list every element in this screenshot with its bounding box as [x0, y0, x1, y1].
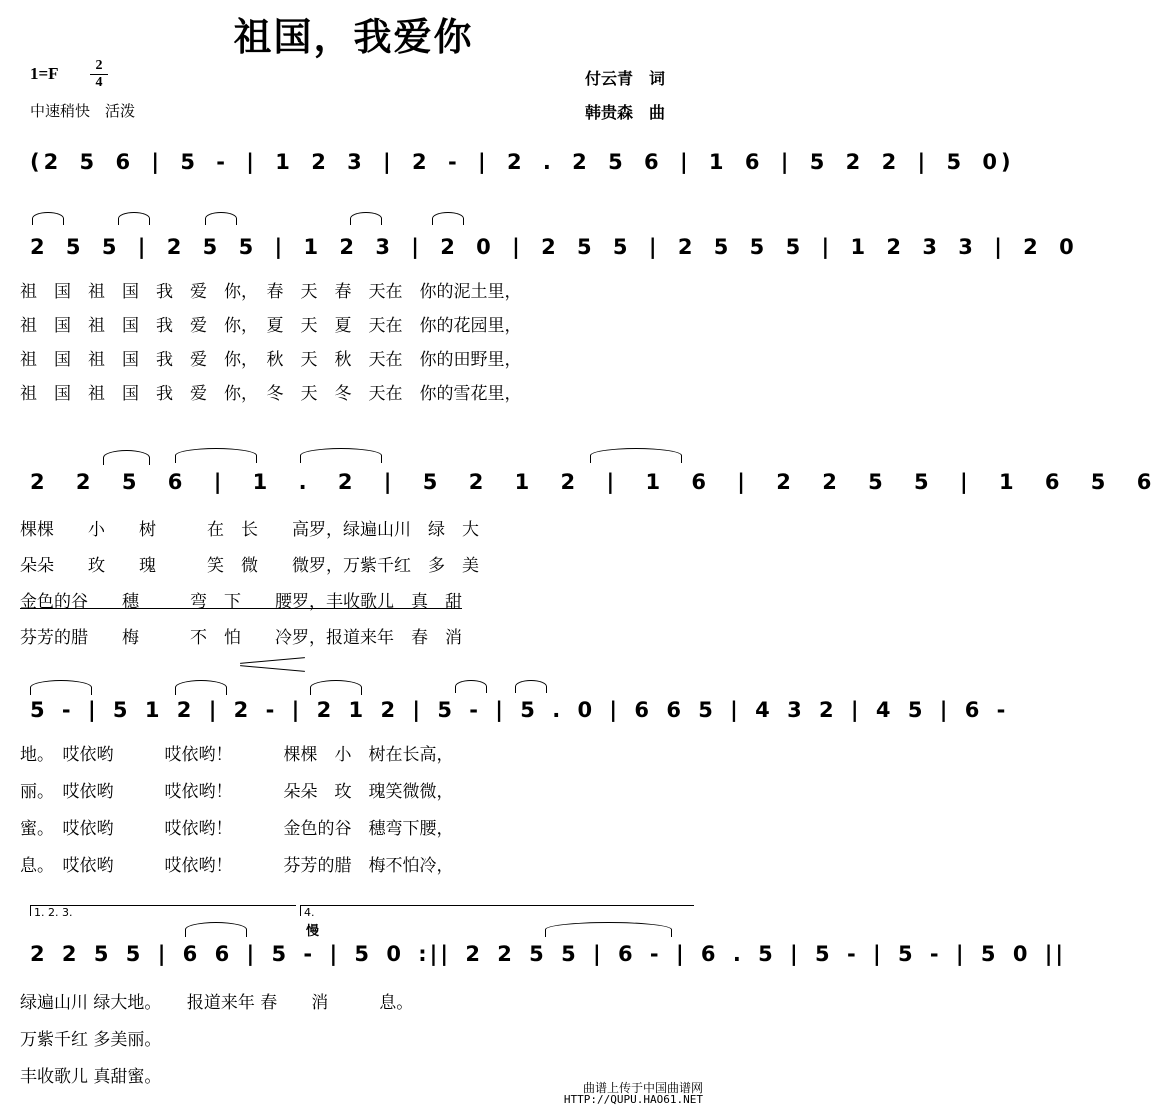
- song-title: 祖国，我爱你: [233, 14, 474, 59]
- slur: [455, 680, 487, 693]
- lyric-line-verse-1: 地。 哎依哟 哎依哟！ 棵棵 小 树在长高，: [20, 745, 454, 765]
- lyrics-block-1: [20, 275, 690, 411]
- slur: [590, 448, 682, 463]
- lyric-line-verse-4: 息。 哎依哟 哎依哟！ 芬芳的腊 梅不怕冷，: [20, 856, 454, 876]
- slur: [545, 922, 672, 937]
- key-signature: 1=F: [30, 64, 59, 83]
- watermark-line-1: 曲谱上传于中国曲谱网: [582, 1081, 703, 1095]
- slur: [300, 448, 382, 463]
- lyricist-credit: 付云青 词: [585, 69, 666, 88]
- slur: [103, 450, 150, 465]
- crescendo-line: [240, 657, 305, 664]
- composer-credit: 韩贵森 曲: [585, 103, 666, 122]
- crescendo-line: [240, 665, 305, 672]
- lyric-line-ending-2: 万紫千红 多美丽。: [20, 1030, 162, 1050]
- lyric-line-verse-2: 朵朵 玫 瑰 笑 微 微罗，万紫千红 多 美: [20, 556, 479, 576]
- time-denominator: 4: [90, 74, 108, 91]
- notation-row-intro: [30, 150, 1015, 180]
- slur: [175, 448, 257, 463]
- notation-text: (2 5 6 | 5 - | 1 2 3 | 2 - | 2 . 2 5 6 | 1 6 | 5 2 2 | 5 0): [30, 150, 1015, 174]
- watermark-footer: [564, 1082, 703, 1106]
- slur: [205, 212, 237, 225]
- notation-row-chorus: [30, 470, 1157, 500]
- lyric-line-verse-3: 祖 国 祖 国 我 爱 你， 秋 天 秋 天在 你的田野里，: [20, 350, 522, 370]
- tempo-marking: 中速稍快 活泼: [30, 102, 136, 120]
- lyric-line-verse-1: 棵棵 小 树 在 长 高罗，绿遍山川 绿 大: [20, 520, 479, 540]
- lyrics-block-2: [20, 512, 690, 656]
- lyrics-block-3: [20, 737, 690, 885]
- time-signature: [90, 58, 108, 91]
- time-numerator: 2: [95, 58, 103, 73]
- slur: [118, 212, 150, 225]
- notation-row-ending: [30, 942, 1067, 972]
- slur: [310, 680, 362, 695]
- notation-row-verse: [30, 235, 1078, 265]
- slur: [515, 680, 547, 693]
- lyric-line-verse-2: 丽。 哎依哟 哎依哟！ 朵朵 玫 瑰笑微微，: [20, 782, 454, 802]
- slur: [432, 212, 464, 225]
- lyric-line-verse-3: 金色的谷 穗 弯 下 腰罗，丰收歌儿 真 甜: [20, 592, 462, 612]
- notation-text: 2 5 5 | 2 5 5 | 1 2 3 | 2 0 | 2 5 5 | 2 5 5 5 | 1 2 3 3 | 2 0: [30, 235, 1078, 259]
- slur: [350, 212, 382, 225]
- lyric-line-ending-3: 丰收歌儿 真甜蜜。: [20, 1067, 162, 1087]
- lyric-line-ending-1: 绿遍山川 绿大地。 报道来年 春 消 息。: [20, 993, 414, 1013]
- slur: [32, 212, 64, 225]
- slur: [30, 680, 92, 695]
- lyric-line-verse-3: 蜜。 哎依哟 哎依哟！ 金色的谷 穗弯下腰，: [20, 819, 454, 839]
- notation-text: 5 - | 5 1 2 | 2 - | 2 1 2 | 5 - | 5 . 0 | 6 6 5 | 4 3 2 | 4 5 | 6 -: [30, 698, 1009, 722]
- slur: [185, 922, 247, 937]
- lyric-line-verse-2: 祖 国 祖 国 我 爱 你， 夏 天 夏 天在 你的花园里，: [20, 316, 522, 336]
- watermark-line-2: HTTP://QUPU.HAO61.NET: [563, 1093, 703, 1106]
- lyric-line-verse-1: 祖 国 祖 国 我 爱 你， 春 天 春 天在 你的泥土里，: [20, 282, 522, 302]
- notation-text: 2 2 5 6 | 1 . 2 | 5 2 1 2 | 1 6 | 2 2 5 5 | 1 6 5 6: [30, 470, 1157, 494]
- lyric-line-verse-4: 芬芳的腊 梅 不 怕 冷罗，报道来年 春 消: [20, 628, 462, 648]
- slow-marking: 慢: [306, 924, 320, 939]
- lyrics-block-4: [20, 985, 690, 1096]
- lyric-line-verse-4: 祖 国 祖 国 我 爱 你， 冬 天 冬 天在 你的雪花里，: [20, 384, 522, 404]
- volta-bracket-first: 1. 2. 3.: [30, 905, 296, 916]
- volta-second-label: 4.: [304, 906, 315, 919]
- slur: [175, 680, 227, 695]
- notation-row-refrain: [30, 698, 1009, 728]
- volta-bracket-second: [300, 905, 694, 939]
- notation-text: 2 2 5 5 | 6 6 | 5 - | 5 0 :|| 2 2 5 5 | 6 - | 6 . 5 | 5 - | 5 - | 5 0 ||: [30, 942, 1067, 966]
